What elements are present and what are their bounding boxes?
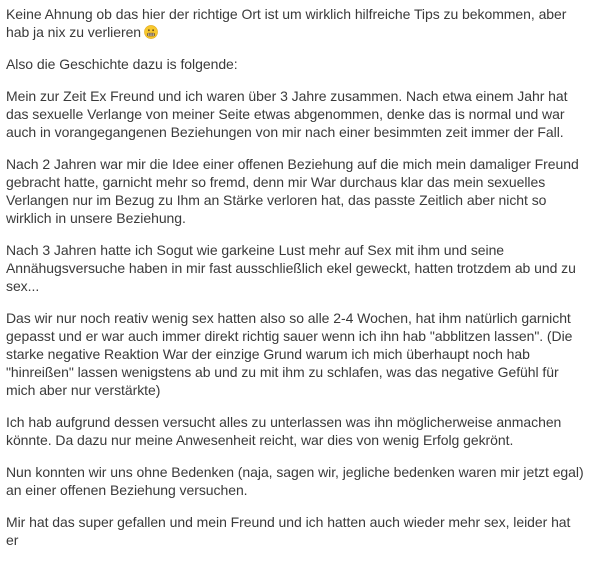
paragraph-9: Mir hat das super gefallen und mein Freund und ich hatten auch wieder mehr sex, leider hat er	[6, 514, 571, 548]
paragraph-5: Nach 3 Jahren hatte ich Sogut wie garkeine Lust mehr auf Sex mit ihm und seine Annähugsversuche haben in mir fast ausschließlich ekel geweckt, hatten trotzdem ab und zu sex...	[6, 242, 576, 294]
paragraph-4: Nach 2 Jahren war mir die Idee einer offenen Beziehung auf die mich mein damaliger Freund gebracht hatte, garnicht mehr so fremd, denn mir War durchaus klar das mein sexuelles Verlangen nur im Bezug zu Ihm an Stärke verloren hat, das passte Zeitlich aber nicht so wirklich in unsere Beziehung.	[6, 156, 579, 226]
paragraph-intro-text: Keine Ahnung ob das hier der richtige Ort ist um wirklich hilfreiche Tips zu bekommen, aber hab ja nix zu verlieren	[6, 6, 567, 40]
paragraph-3: Mein zur Zeit Ex Freund und ich waren über 3 Jahre zusammen. Nach etwa einem Jahr hat das sexuelle Verlange von meiner Seite etwas abgenommen, denke das is normal und war auch in vorangegangenen Beziehungen von mir nach einer besimmten zeit immer der Fall.	[6, 88, 568, 140]
paragraph-6: Das wir nur noch reativ wenig sex hatten also so alle 2-4 Wochen, hat ihm natürlich garnicht gepasst und er war auch immer direkt richtig sauer wenn ich ihn hab "abblitzen lassen". (Die starke negative Reaktion War der einzige Grund warum ich mich überhaupt noch hab "hinreißen" lassen wenigstens ab und zu mit ihm zu schlafen, was das negative Gefühl für mich aber nur verstärkte)	[6, 310, 573, 398]
post-body	[6, 5, 586, 563]
grimacing-face-emoji-icon	[144, 25, 158, 39]
paragraph-7: Ich hab aufgrund dessen versucht alles zu unterlassen was ihn möglicherweise anmachen könnte. Da dazu nur meine Anwesenheit reicht, war dies von wenig Erfolg gekrönt.	[6, 414, 562, 448]
paragraph-intro	[6, 5, 586, 41]
paragraph-8: Nun konnten wir uns ohne Bedenken (naja, sagen wir, jegliche bedenken waren mir jetzt egal) an einer offenen Beziehung versuchen.	[6, 464, 584, 498]
paragraph-2: Also die Geschichte dazu is folgende:	[6, 56, 238, 72]
